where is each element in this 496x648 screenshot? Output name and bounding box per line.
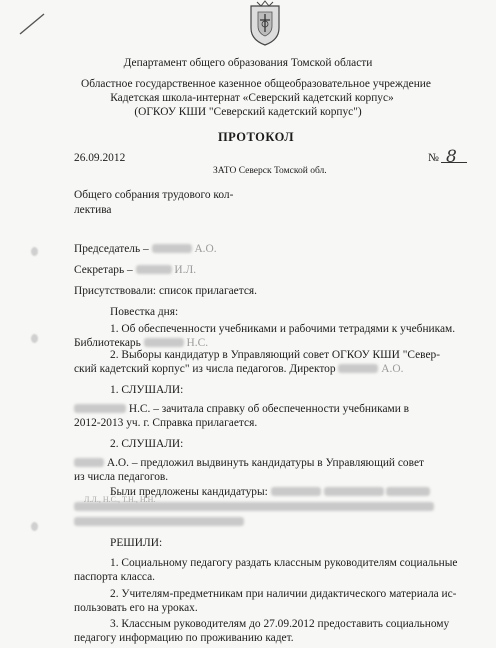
heard-2-initials-faint: Л.Л., Н.С., Т.Н., Н.Н. [84,495,156,504]
heard-2-line-5 [74,516,244,529]
heard-1-line-1 [74,403,409,416]
redacted-name [386,487,430,496]
institution-line-2: Кадетская школа-интернат «Северский кадетский корпус» [110,92,394,104]
redacted-name [324,487,384,496]
redacted-name [152,244,192,253]
heard-1-text: Н.С. – зачитала справку об обеспеченности учебниками в [128,403,410,415]
secretary-initials: И.Л. [174,264,197,276]
redacted-name [144,338,184,347]
coat-of-arms-icon [247,0,283,46]
doc-place: ЗАТО Северск Томской обл. [213,166,327,176]
redacted-names-list [74,517,244,526]
secretary-label: Секретарь – [74,264,133,276]
decision-3-line-2: педагогу информацию по проживанию кадет. [74,632,294,644]
agenda-item-2-line-2 [74,363,403,376]
chairman-label: Председатель – [74,243,149,255]
heard-2-line-1 [74,457,424,470]
institution-line-1: Областное государственное казенное общеобразовательное учреждение [81,78,431,90]
doc-subject-line-2: лектива [74,204,112,216]
heard-2-text: А.О. – предложил выдвинуть кандидатуры в Управляющий совет [106,457,424,469]
decision-2-line-2: пользовать его на уроках. [74,602,198,614]
institution-line-3: (ОГКОУ КШИ "Северский кадетский корпус") [134,106,362,118]
punch-hole-icon [31,247,38,256]
agenda-item-1-role: Библиотекарь [74,337,141,349]
redacted-name [74,404,126,413]
decision-3-line-1: 3. Классным руководителям до 27.09.2012 предоставить социальному [110,618,450,630]
heard-2-line-2: из числа педагогов. [74,471,169,483]
department-name: Департамент общего образования Томской области [123,57,373,69]
decision-1-line-1: 1. Социальному педагогу раздать классным руководителям социальные [110,557,458,569]
agenda-item-2-text: ский кадетский корпус" из числа педагогов. Директор [74,363,336,375]
doc-date: 26.09.2012 [74,152,126,164]
redacted-name [338,364,378,373]
agenda-item-2-initials: А.О. [381,363,404,375]
pen-stroke-icon [0,0,60,40]
heard-1-heading: 1. СЛУШАЛИ: [110,384,184,396]
secretary-line [74,264,196,277]
agenda-item-1-line-1: 1. Об обеспеченности учебниками и рабочими тетрадями к учебникам. [110,323,456,335]
heard-2-line-3 [110,486,430,499]
decisions-heading: РЕШИЛИ: [110,537,163,549]
doc-title: ПРОТОКОЛ [217,130,295,144]
doc-number-label: № [428,152,439,164]
heard-2-heading: 2. СЛУШАЛИ: [110,438,184,450]
punch-hole-icon [31,522,38,531]
agenda-item-2-line-1: 2. Выборы кандидатур в Управляющий совет ОГКОУ КШИ "Север- [110,349,440,361]
decision-1-line-2: паспорта класса. [74,571,155,583]
doc-subject-line-1: Общего собрания трудового кол- [74,189,234,201]
present-line: Присутствовали: список прилагается. [74,285,257,297]
punch-hole-icon [31,334,38,343]
agenda-heading: Повестка дня: [110,306,179,318]
decision-2-line-1: 2. Учителям-предметникам при наличии дидактического материала ис- [110,588,457,600]
chairman-line [74,243,217,256]
redacted-name [136,265,172,274]
number-underline [441,162,467,163]
chairman-initials: А.О. [194,243,217,255]
heard-1-line-2: 2012-2013 уч. г. Справка прилагается. [74,417,258,429]
heard-2-candidates-label: Были предложены кандидатуры: [110,486,268,498]
redacted-name [271,487,321,496]
agenda-item-1-initials: Н.С. [186,337,209,349]
doc-number-value: 8 [446,147,457,167]
redacted-name [74,458,104,467]
